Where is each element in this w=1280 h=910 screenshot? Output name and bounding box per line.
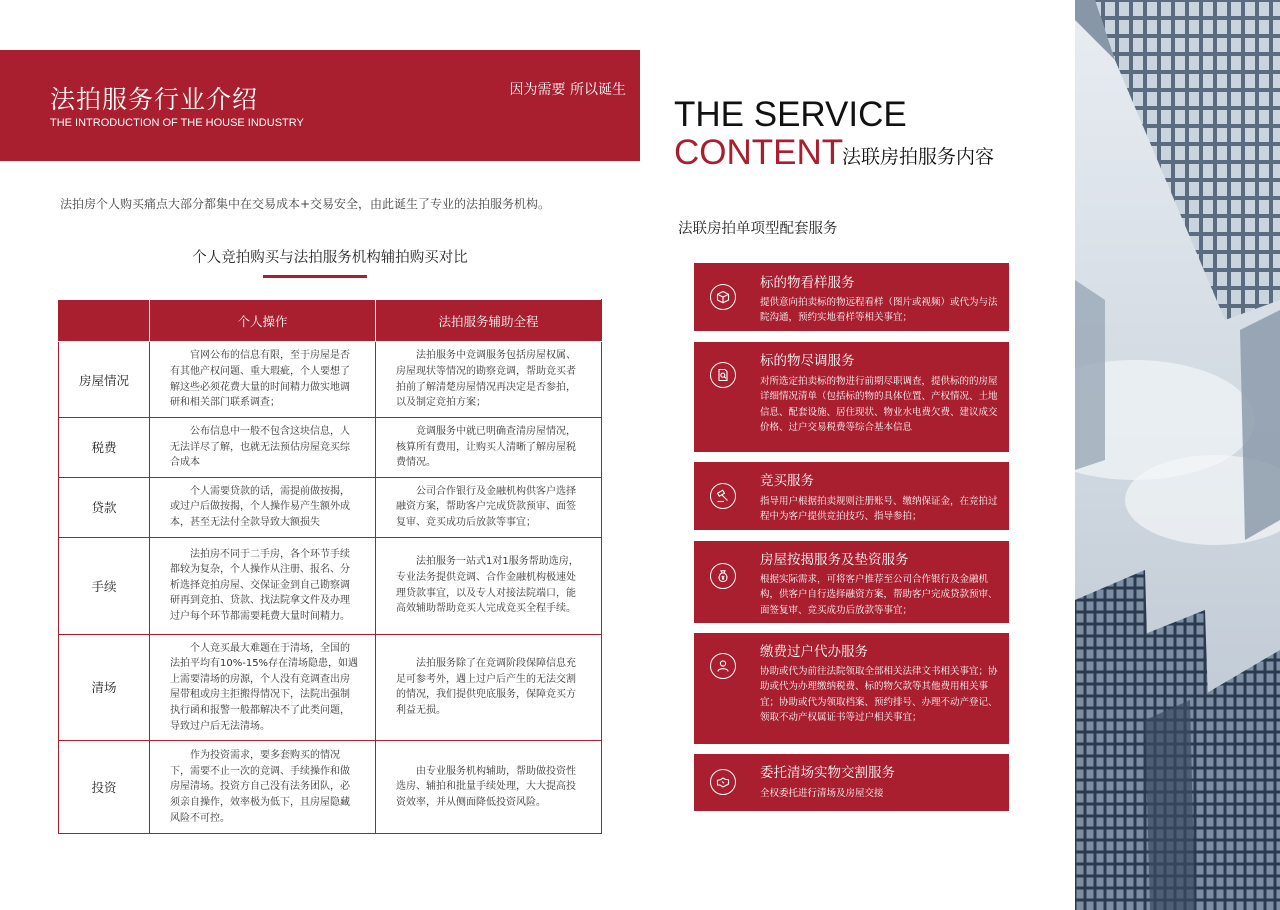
table-row [59,477,602,537]
row-label: 清场 [59,634,150,741]
service-heading-line2: CONTENT [674,133,844,172]
row-label: 手续 [59,537,150,634]
comparison-table [58,299,602,834]
intro-text: 法拍房个人购买痛点大部分都集中在交易成本+交易安全，由此诞生了专业的法拍服务机构。 [60,197,551,211]
header-cell-blank [59,300,150,342]
service-cell: 公司合作银行及金融机构供客户选择融资方案，帮助客户完成贷款预审、面签复审、竞买成功后放款等事宜； [376,477,602,537]
service-card-bidding [694,462,1009,530]
card-title: 缴费过户代办服务 [760,644,868,660]
personal-cell: 公布信息中一般不包含这块信息，人无法详尽了解，也就无法预估房屋竞买综合成本 [150,418,376,478]
row-label: 房屋情况 [59,342,150,418]
header-banner [0,50,640,161]
service-card-viewing [694,263,1009,331]
service-card-due-diligence [694,342,1009,452]
personal-cell: 法拍房不同于二手房，各个环节手续都较为复杂，个人操作从注册、报名、分析选择竞拍房屋、交保证金到自己勘察调研再到竞拍、贷款、找法院拿文件及办理过户每个环节都需要耗费大量时间精力。 [150,537,376,634]
title-underline [263,275,367,278]
service-card-clearance [694,754,1009,811]
service-cell: 由专业服务机构辅助，帮助做投资性选房、辅拍和批量手续处理，大大提高投资效率，并从侧面降低投资风险。 [376,741,602,834]
header-cell-service: 法拍服务辅助全程 [376,300,602,342]
personal-cell: 个人需要贷款的话，需提前做按揭，或过户后做按揭，个人操作易产生额外成本，甚至无法付全款导致大额损失 [150,477,376,537]
card-description: 协助或代为前往法院领取全部相关法律文书相关事宜；协助或代为办理缴纳税费、标的物欠款等其他费用相关事宜；协助或代为领取档案、预约排号、办理不动产登记、领取不动产权属证书等过户相关事宜； [760,666,998,723]
single-service-title: 法联房拍单项型配套服务 [678,221,838,237]
page-title: 法拍服务行业介绍 [50,85,259,114]
personal-cell: 个人竞买最大难题在于清场，全国的法拍平均有10%-15%存在清场隐患，如遇上需要清场的房源，个人没有竞调查出房屋带租或房主拒搬得情况下，法院出强制执行函和报警一般都解决不了此类问题，导致过户后无法清场。 [150,634,376,741]
table-row [59,537,602,634]
handshake-icon [710,769,736,795]
person-icon [710,653,736,679]
row-label: 投资 [59,741,150,834]
card-title: 标的物看样服务 [760,275,855,291]
header-cell-personal: 个人操作 [150,300,376,342]
row-label: 税费 [59,418,150,478]
comparison-title: 个人竞拍购买与法拍服务机构辅拍购买对比 [192,250,468,266]
service-card-transfer [694,633,1009,744]
gavel-icon [710,483,736,509]
cube-icon [710,284,736,310]
card-description: 根据实际需求，可将客户推荐至公司合作银行及金融机构，供客户自行选择融资方案，帮助客户完成贷款预审、面签复审、竞买成功后放款等事宜； [760,574,998,616]
service-heading-cn: 法联房拍服务内容 [842,146,995,168]
slogan: 因为需要 所以诞生 [509,82,626,98]
card-title: 标的物尽调服务 [760,353,855,369]
row-label: 贷款 [59,477,150,537]
building-photo [1075,0,1280,910]
table-header-row [59,300,602,342]
table-row [59,342,602,418]
personal-cell: 官网公布的信息有限，至于房屋是否有其他产权问题、重大瑕疵，个人要想了解这些必须花费大量的时间精力做实地调研和相关部门联系调查； [150,342,376,418]
card-description: 对所选定拍卖标的物进行前期尽职调查，提供标的的房屋详细情况清单（包括标的物的具体位置、产权情况、土地信息、配套设施、居住现状、物业水电费欠费、建议成交价格、过户交易税费等综合基本信息 [760,376,998,433]
table-row [59,741,602,834]
service-card-mortgage [694,541,1009,623]
card-title: 竞买服务 [760,473,814,489]
personal-cell: 作为投资需求，要多套购买的情况下，需要不止一次的竞调、手续操作和做房屋清场。投资方自己没有法务团队，必须亲自操作，效率极为低下，且房屋隐藏风险不可控。 [150,741,376,834]
skyscraper-illustration [1075,0,1280,910]
service-cell: 竞调服务中就已明确查清房屋情况，核算所有费用，让购买人清晰了解房屋税费情况。 [376,418,602,478]
card-description: 指导用户根据拍卖规则注册账号、缴纳保证金，在竞拍过程中为客户提供竞拍技巧、指导参拍； [760,496,998,523]
page-subtitle: THE INTRODUCTION OF THE HOUSE INDUSTRY [50,117,304,129]
document-search-icon [710,362,736,388]
service-cell: 法拍服务中竞调服务包括房屋权属、房屋现状等情况的勘察竞调，帮助竞买者拍前了解清楚房屋情况再决定是否参拍，以及制定竞拍方案； [376,342,602,418]
card-description: 提供意向拍卖标的物远程看样（图片或视频）或代为与法院沟通，预约实地看样等相关事宜； [760,297,998,324]
service-cell: 法拍服务一站式1对1服务帮助选房，专业法务提供竞调、合作金融机构极速处理贷款事宜，以及专人对接法院端口，能高效辅助帮助竞买人完成竞买全程手续。 [376,537,602,634]
card-description: 全权委托进行清场及房屋交接 [760,788,884,799]
card-title: 委托清场实物交割服务 [760,765,895,781]
table-row [59,634,602,741]
card-title: 房屋按揭服务及垫资服务 [760,552,909,568]
service-cell: 法拍服务除了在竞调阶段保障信息充足可参考外，遇上过户后产生的无法交割的情况，我们提供兜底服务，保障竞买方利益无损。 [376,634,602,741]
money-bag-icon [710,563,736,589]
service-heading-line1: THE SERVICE [674,95,907,134]
table-row [59,418,602,478]
